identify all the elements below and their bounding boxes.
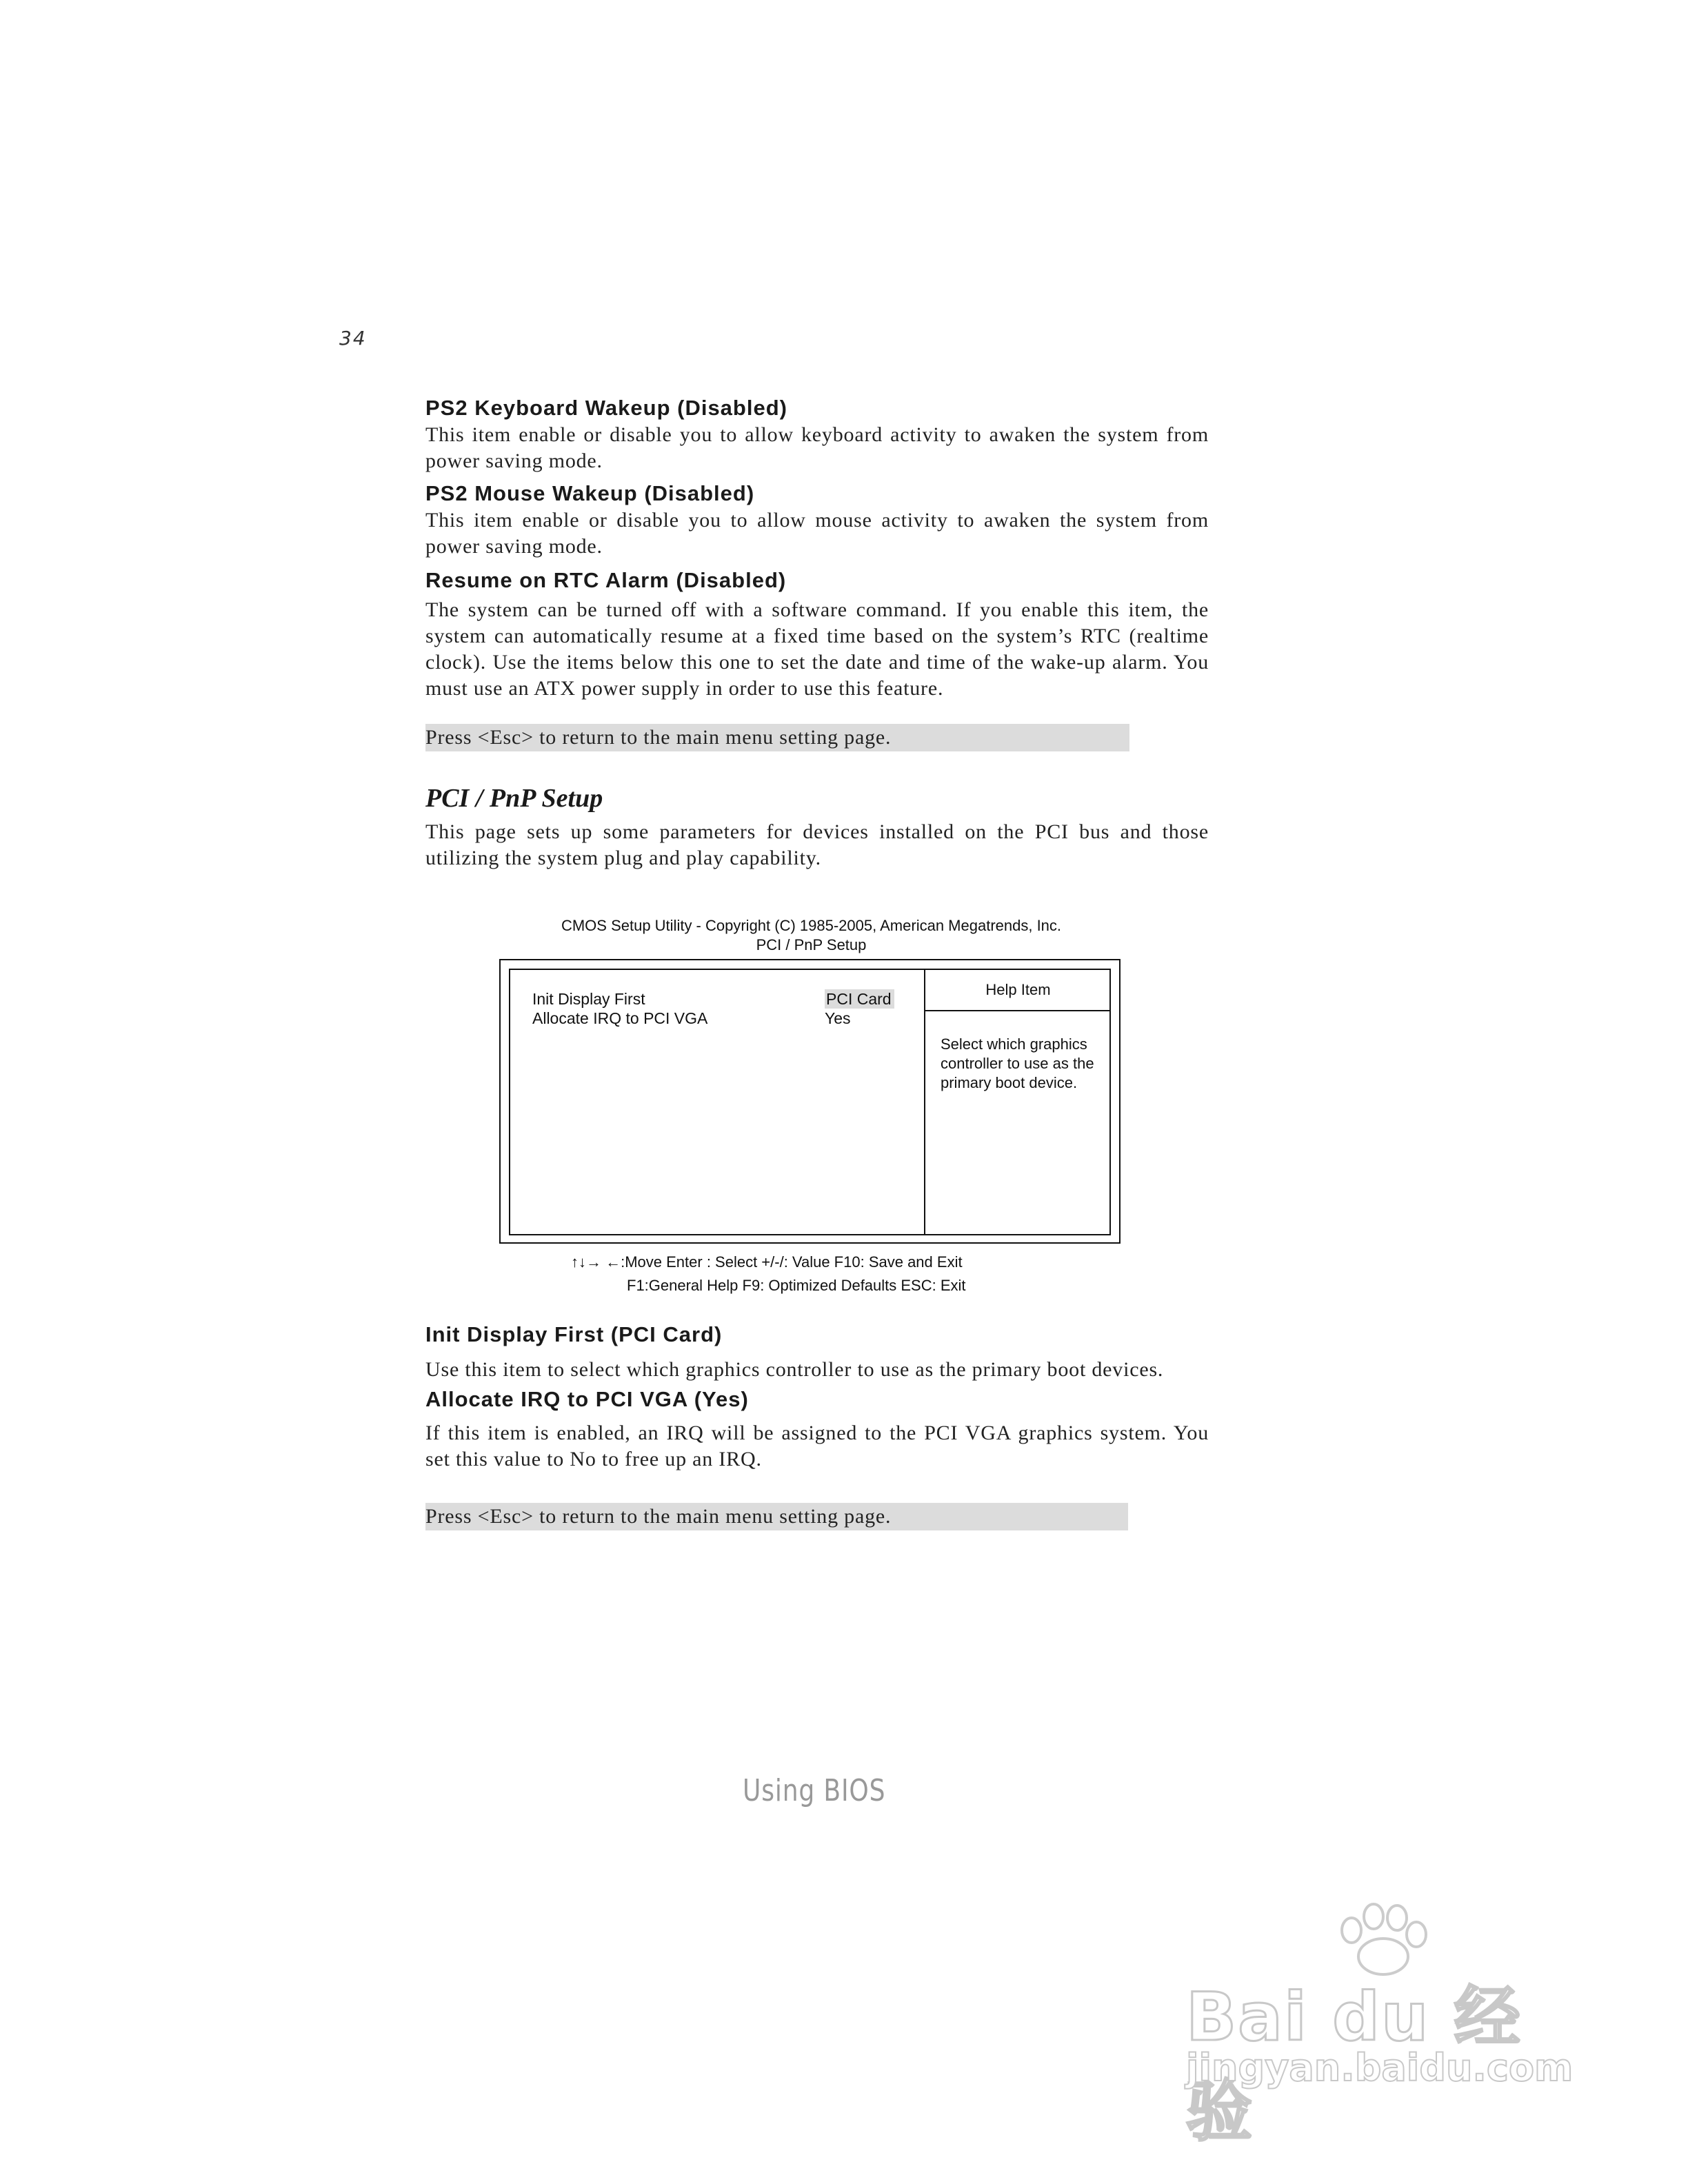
baidu-watermark [1186, 1903, 1574, 2150]
init-display-heading: Init Display First (PCI Card) [425, 1322, 723, 1346]
ps2-keyboard-heading: PS2 Keyboard Wakeup (Disabled) [425, 396, 787, 420]
esc-note-top: Press <Esc> to return to the main menu setting page. [425, 724, 1129, 751]
allocate-irq-heading: Allocate IRQ to PCI VGA (Yes) [425, 1387, 749, 1411]
bios-outer-frame [499, 959, 1121, 1244]
pci-pnp-title: PCI / PnP Setup [425, 784, 603, 813]
watermark-brand: Bai du 经验 [1186, 1979, 1522, 2150]
esc-note-bottom: Press <Esc> to return to the main menu setting page. [425, 1503, 1128, 1530]
bios-item-init-display-value[interactable]: PCI Card [825, 989, 894, 1009]
document-body-lower [425, 1321, 1209, 1530]
bios-inner-frame [509, 969, 1111, 1235]
document-body [425, 394, 1209, 871]
bios-key-legend-row2: F1:General Help F9: Optimized Defaults ESC: Exit [627, 1277, 966, 1294]
pci-pnp-intro: This page sets up some parameters for devices installed on the PCI bus and those utilizing the system plug and play capability. [425, 820, 1209, 869]
ps2-mouse-body: This item enable or disable you to allow mouse activity to awaken the system from power saving mode. [425, 509, 1209, 558]
init-display-body: Use this item to select which graphics controller to use as the primary boot devices. [425, 1358, 1164, 1381]
allocate-irq-body: If this item is enabled, an IRQ will be assigned to the PCI VGA graphics system. You set this value to No to free up an IRQ. [425, 1422, 1209, 1470]
bios-screen-title: PCI / PnP Setup [756, 936, 867, 953]
rtc-alarm-heading: Resume on RTC Alarm (Disabled) [425, 568, 787, 592]
ps2-keyboard-body: This item enable or disable you to allow keyboard activity to awaken the system from power saving mode. [425, 423, 1209, 472]
bios-copyright: CMOS Setup Utility - Copyright (C) 1985-2005, American Megatrends, Inc. [561, 917, 1062, 934]
bios-item-allocate-irq-label: Allocate IRQ to PCI VGA [532, 1009, 708, 1027]
ps2-mouse-heading: PS2 Mouse Wakeup (Disabled) [425, 481, 755, 505]
bios-key-legend-row1: ↑↓→ ←:Move Enter : Select +/-/: Value F10: Save and Exit [571, 1253, 963, 1271]
page-footer: Using BIOS [743, 1773, 886, 1808]
help-item-text: Select which graphics controller to use as the primary boot device. [941, 1035, 1094, 1091]
help-title-separator [924, 1010, 1111, 1011]
help-item-title: Help Item [985, 981, 1051, 998]
bios-screenshot [499, 916, 1123, 1294]
page-number: 34 [339, 327, 367, 350]
bios-item-allocate-irq-value[interactable]: Yes [825, 1009, 851, 1027]
rtc-alarm-body: The system can be turned off with a software command. If you enable this item, the system can automatically resume at a fixed time based on the system’s RTC (realtime clock). Use the items below this one to set the date and time of the wake-up alarm. You must use an ATX power supply in order to use this feature. [425, 598, 1209, 700]
watermark-url: jingyan.baidu.com [1186, 2046, 1574, 2090]
bios-item-init-display-label: Init Display First [532, 990, 645, 1008]
